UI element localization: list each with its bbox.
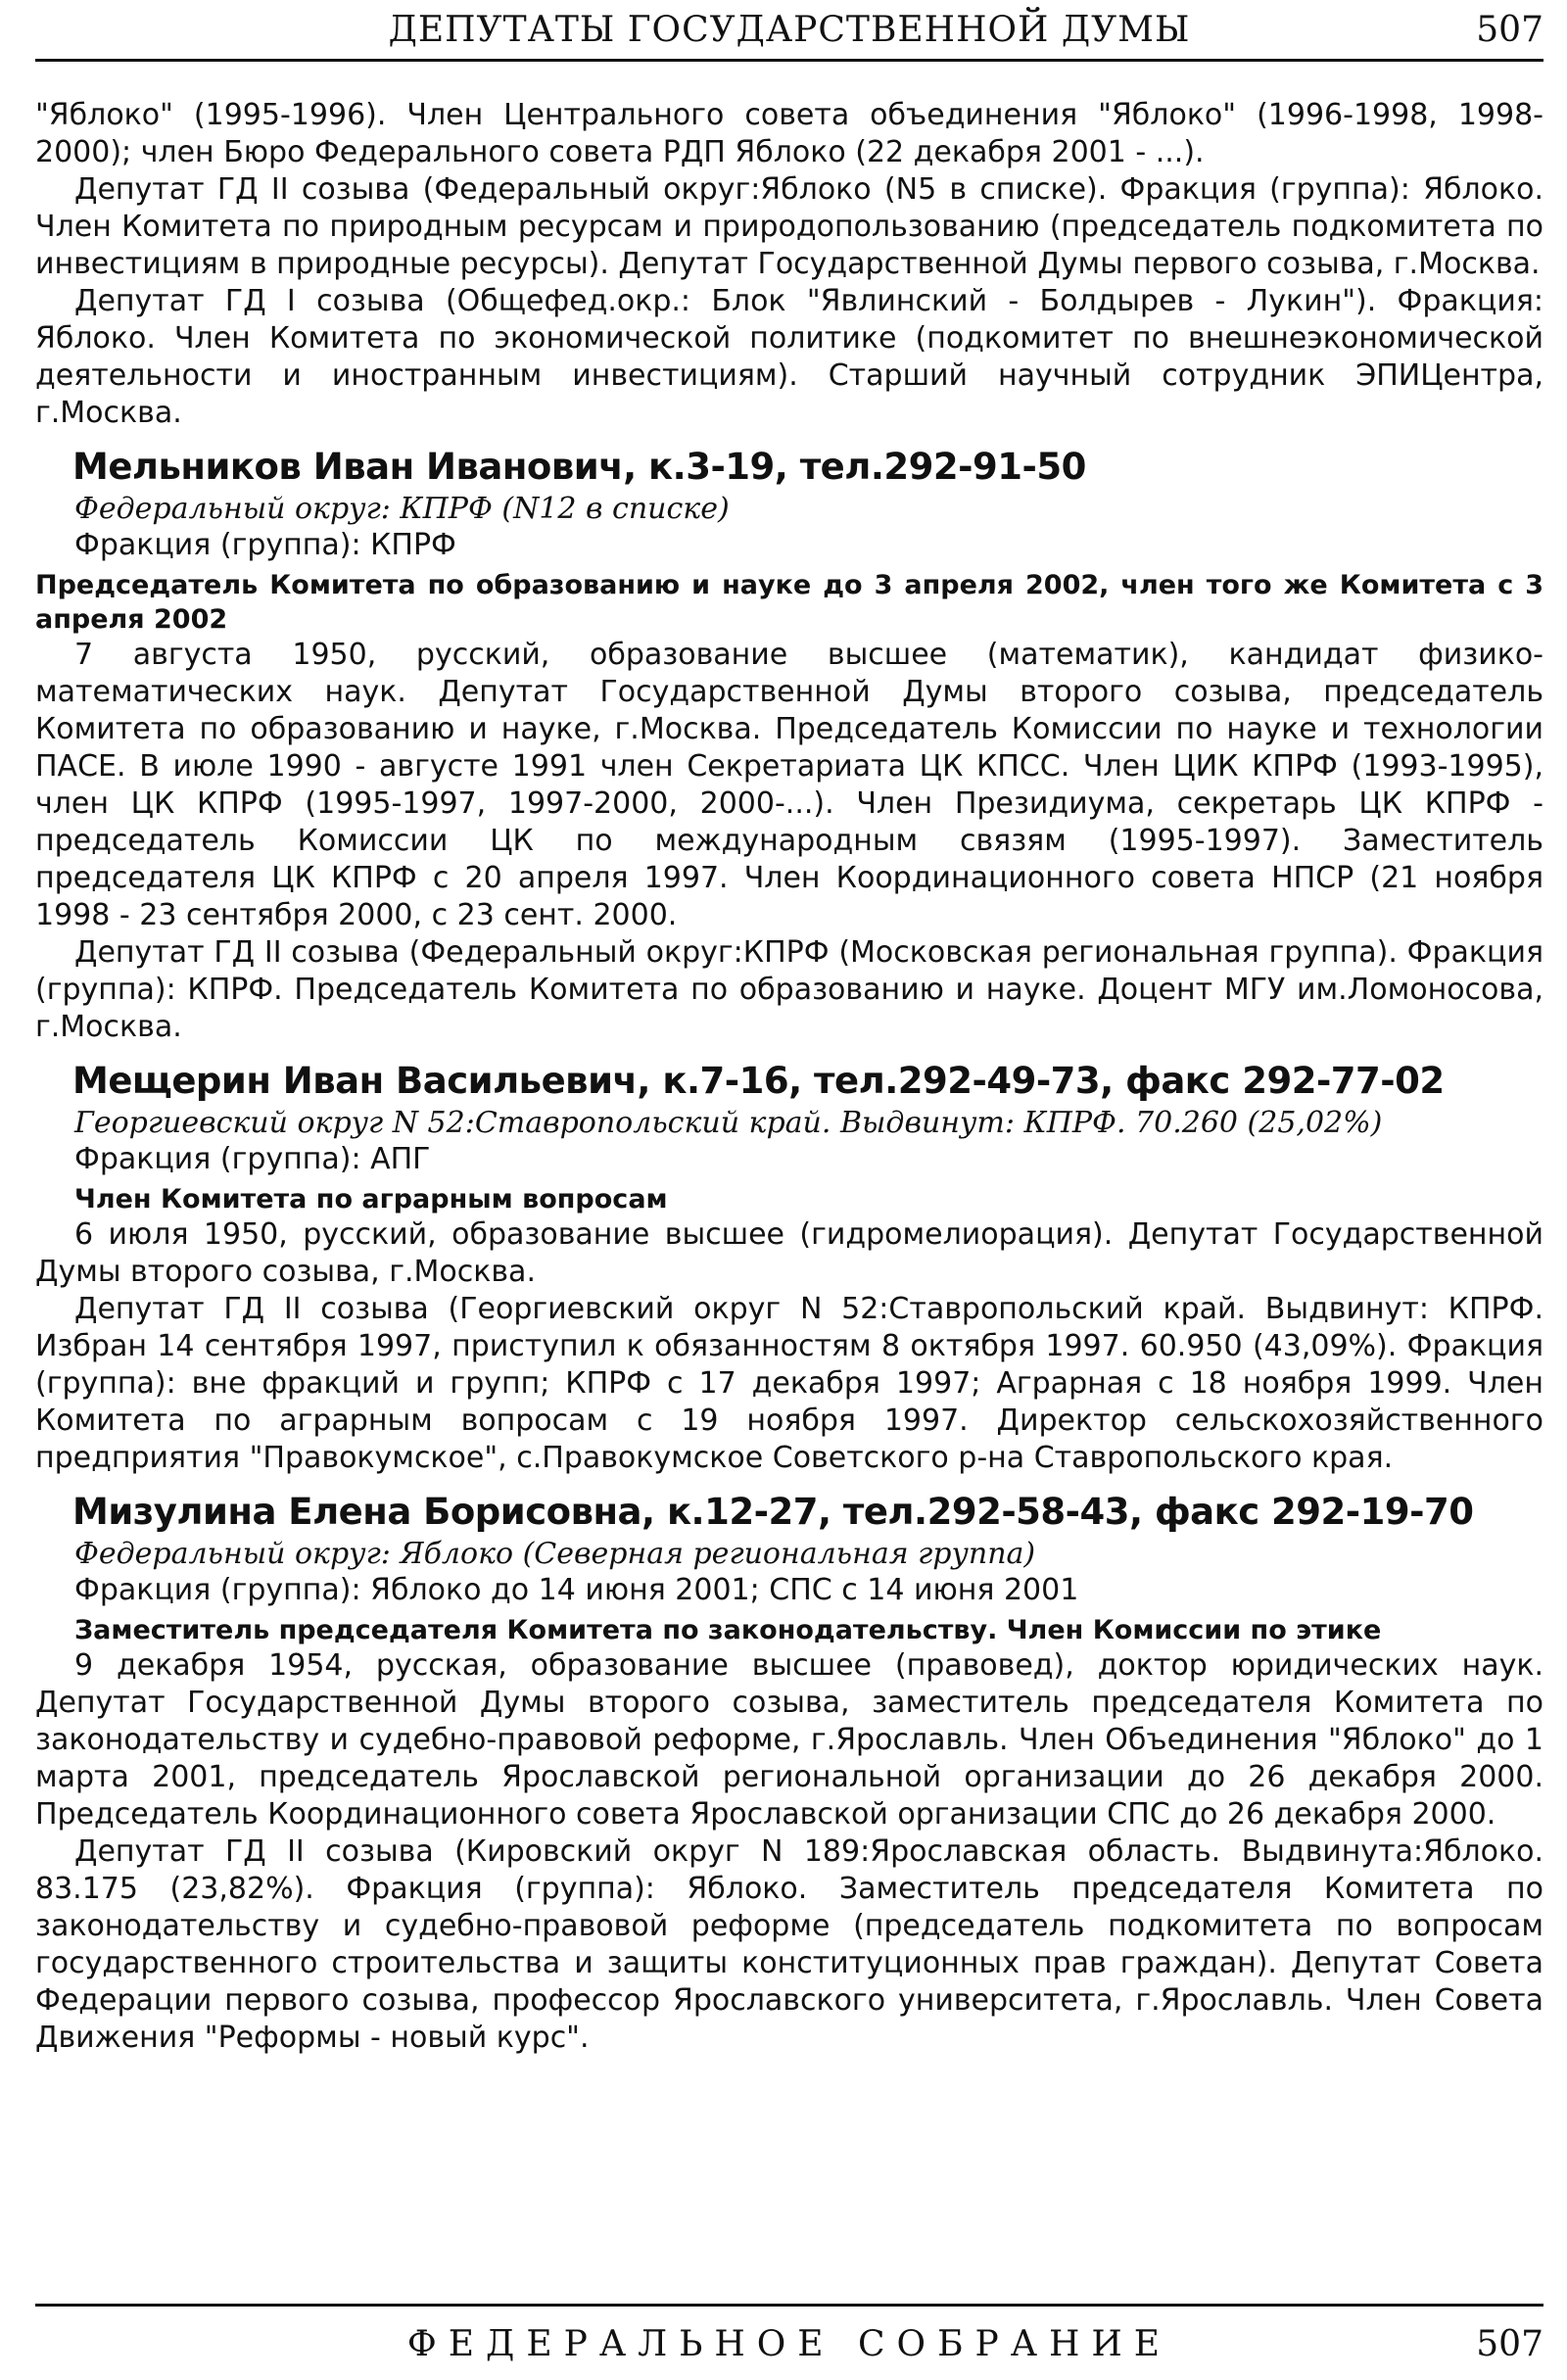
running-header	[35, 0, 1543, 62]
deputy-district: Федеральный округ: КПРФ (N12 в списке)	[74, 492, 730, 526]
deputy-bio: 7 августа 1950, русский, образование высшее (математик), кандидат физико-математических наук. Депутат Государственной Думы второго созыва, председатель Комитета по образованию и науке, г.Москва. Председатель Комиссии по науке и технологии ПАСЕ. В июле 1990 - августе 1991 член Секретариата ЦК КПСС. Член ЦИК КПРФ (1993-1995), член ЦК КПРФ (1995-1997, 1997-2000, 2000-...). Член Президиума, секретарь ЦК КПРФ - председатель Комиссии ЦК по международным связям (1995-1997). Заместитель председателя ЦК КПРФ с 20 апреля 1997. Член Координационного совета НПСР (21 ноября 1998 - 23 сентября 2000, с 23 сент. 2000.	[35, 638, 1543, 932]
running-footer-page-number: 507	[1476, 2324, 1543, 2364]
deputy-district: Георгиевский округ N 52:Ставропольский край. Выдвинут: КПРФ. 70.260 (25,02%)	[74, 1106, 1383, 1140]
running-footer-title: ФЕДЕРАЛЬНОЕ СОБРАНИЕ	[406, 2324, 1172, 2364]
running-header-page-number: 507	[1476, 10, 1543, 50]
deputy-bio: 9 декабря 1954, русская, образование высшее (правовед), доктор юридических наук. Депутат Государственной Думы второго созыва, заместитель председателя Комитета по законодательству и судебно-правовой реформе, г.Ярославль. Член Объединения "Яблоко" до 1 марта 2001, председатель Ярославской региональной организации до 26 декабря 2000. Председатель Координационного совета Ярославской организации СПС до 26 декабря 2000.	[35, 1648, 1543, 1832]
deputy-entry	[35, 1489, 1543, 2057]
deputy-entry	[35, 444, 1543, 1046]
deputy-bio: 6 июля 1950, русский, образование высшее (гидромелиорация). Депутат Государственной Думы второго созыва, г.Москва.	[35, 1217, 1543, 1289]
running-footer	[35, 2304, 1543, 2380]
deputy-role: Заместитель председателя Комитета по законодательству. Член Комиссии по этике	[74, 1615, 1382, 1645]
deputy-previous-term: Депутат ГД II созыва (Федеральный округ:КПРФ (Московская региональная группа). Фракция (группа): КПРФ. Председатель Комитета по образованию и науке. Доцент МГУ им.Ломоносова, г.Москва.	[35, 935, 1543, 1044]
deputy-faction: Фракция (группа): АПГ	[74, 1142, 431, 1176]
deputy-faction: Фракция (группа): Яблоко до 14 июня 2001; СПС с 14 июня 2001	[74, 1573, 1079, 1607]
deputy-role: Член Комитета по аграрным вопросам	[74, 1184, 668, 1214]
document-page	[35, 0, 1543, 2377]
intro-paragraph-2: Депутат ГД II созыва (Федеральный округ:Яблоко (N5 в списке). Фракция (группа): Яблоко. Член Комитета по природным ресурсам и природопользованию (председатель подкомитета по инвестициям в природные ресурсы). Депутат Государственной Думы первого созыва, г.Москва.	[35, 172, 1543, 281]
deputy-name: Мельников Иван Иванович, к.3-19, тел.292-91-50	[72, 446, 1086, 488]
deputy-previous-term: Депутат ГД II созыва (Георгиевский округ N 52:Ставропольский край. Выдвинут: КПРФ. Избран 14 сентября 1997, приступил к обязанностям 8 октября 1997. 60.950 (43,09%). Фракция (группа): вне фракций и групп; КПРФ с 17 декабря 1997; Аграрная с 18 ноября 1999. Член Комитета по аграрным вопросам с 19 ноября 1997. Директор сельскохозяйственного предприятия "Правокумское", с.Правокумское Советского р-на Ставропольского края.	[35, 1292, 1543, 1475]
deputy-role: Председатель Комитета по образованию и науке до 3 апреля 2002, член того же Комитета с 3 апреля 2002	[35, 570, 1543, 635]
deputy-district: Федеральный округ: Яблоко (Северная региональная группа)	[74, 1537, 1036, 1571]
deputy-name: Мещерин Иван Васильевич, к.7-16, тел.292-49-73, факс 292-77-02	[72, 1060, 1445, 1102]
deputy-entry	[35, 1058, 1543, 1477]
running-header-title: ДЕПУТАТЫ ГОСУДАРСТВЕННОЙ ДУМЫ	[388, 10, 1191, 50]
intro-paragraph-1: "Яблоко" (1995-1996). Член Центрального совета объединения "Яблоко" (1996-1998, 1998-2000); член Бюро Федерального совета РДП Яблоко (22 декабря 2001 - ...).	[35, 98, 1543, 169]
deputy-faction: Фракция (группа): КПРФ	[74, 528, 456, 562]
intro-paragraph-3: Депутат ГД I созыва (Общефед.окр.: Блок "Явлинский - Болдырев - Лукин"). Фракция: Яблоко. Член Комитета по экономической политике (подкомитет по внешнеэкономической деятельности и иностранным инвестициям). Старший научный сотрудник ЭПИЦентра, г.Москва.	[35, 284, 1543, 430]
deputy-previous-term: Депутат ГД II созыва (Кировский округ N 189:Ярославская область. Выдвинута:Яблоко. 83.175 (23,82%). Фракция (группа): Яблоко. Заместитель председателя Комитета по законодательству и судебно-правовой реформе (председатель подкомитета по вопросам государственного строительства и защиты конституционных прав граждан). Депутат Совета Федерации первого созыва, профессор Ярославского университета, г.Ярославль. Член Совета Движения "Реформы - новый курс".	[35, 1834, 1543, 2055]
page-content	[35, 62, 1543, 2057]
deputy-name: Мизулина Елена Борисовна, к.12-27, тел.292-58-43, факс 292-19-70	[72, 1491, 1474, 1533]
